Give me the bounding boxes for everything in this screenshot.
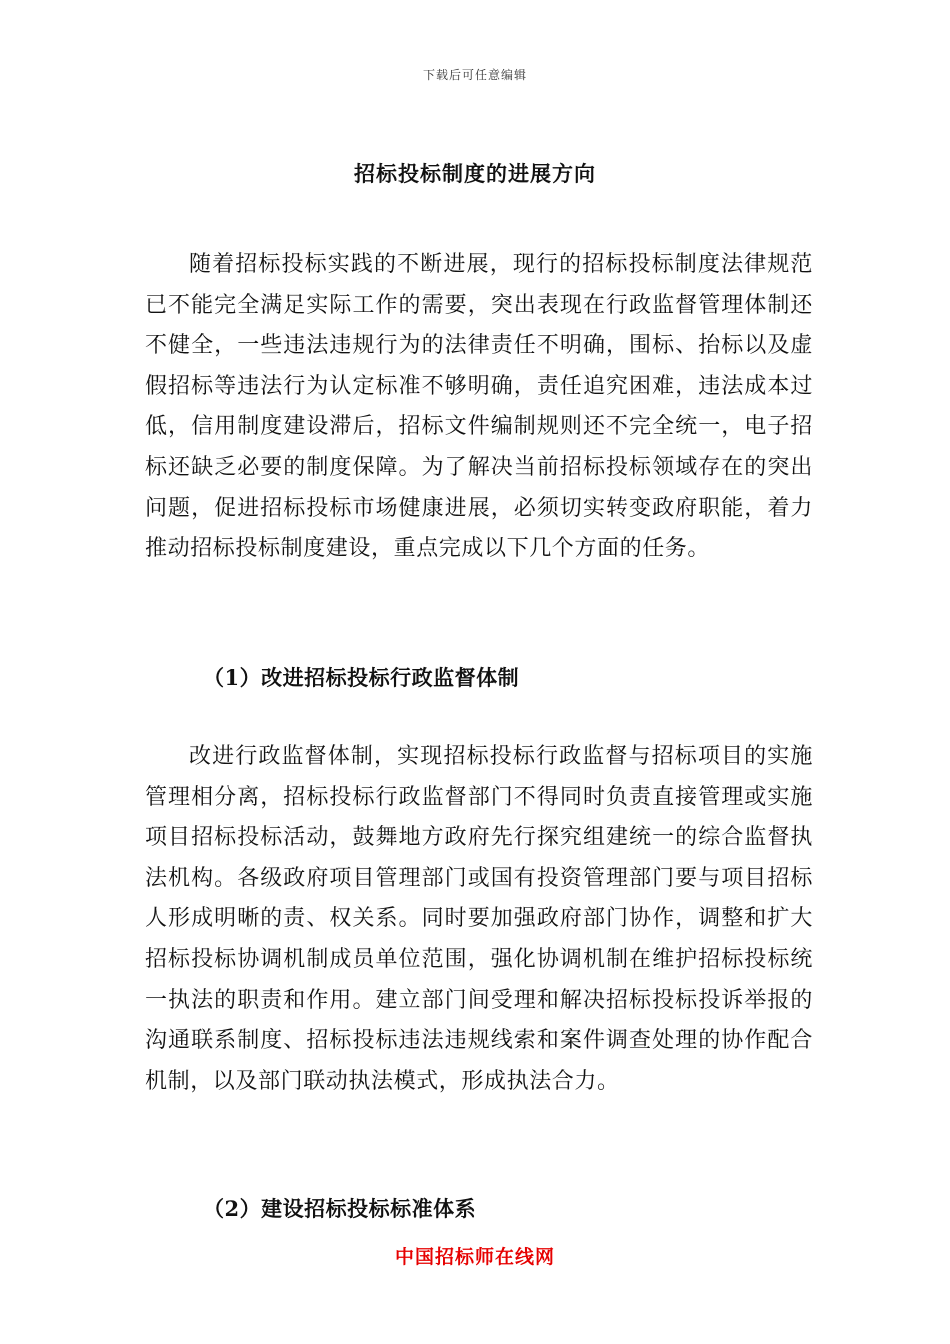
header-note: 下载后可任意编辑 — [422, 68, 527, 82]
body-paragraph-section-1: 改进行政监督体制，实现招标投标行政监督与招标项目的实施管理相分离，招标投标行政监督部门不得同时负责直接管理或实施项目招标投标活动，鼓舞地方政府先行探究组建统一的综合监督执法机构。各级政府项目管理部门或国有投资管理部门要与项目招标人形成明晰的责、权关系。同时要加强政府部门协作，调整和扩大招标投标协调机制成员单位范围，强化协调机制在维护招标投标统一执法的职责和作用。建立部门间受理和解决招标投标投诉举报的沟通联系制度、招标投标违法违规线索和案件调查处理的协作配合机制，以及部门联动执法模式，形成执法合力。 — [145, 744, 813, 1094]
body-paragraph-intro: 随着招标投标实践的不断进展，现行的招标投标制度法律规范已不能完全满足实际工作的需要，突出表现在行政监督管理体制还不健全，一些违法违规行为的法律责任不明确，围标、抬标以及虚假招标等违法行为认定标准不够明确，责任追究困难，违法成本过低，信用制度建设滞后，招标文件编制规则还不完全统一，电子招标还缺乏必要的制度保障。为了解决当前招标投标领域存在的突出问题，促进招标投标市场健康进展，必须切实转变政府职能，着力推动招标投标制度建设，重点完成以下几个方面的任务。 — [145, 252, 813, 562]
document-title: 招标投标制度的进展方向 — [354, 161, 596, 186]
section-heading-1: （1）改进招标投标行政监督体制 — [203, 665, 520, 690]
section-heading-2: （2）建设招标投标标准体系 — [203, 1196, 477, 1221]
footer-brand-watermark: 中国招标师在线网 — [394, 1246, 555, 1268]
